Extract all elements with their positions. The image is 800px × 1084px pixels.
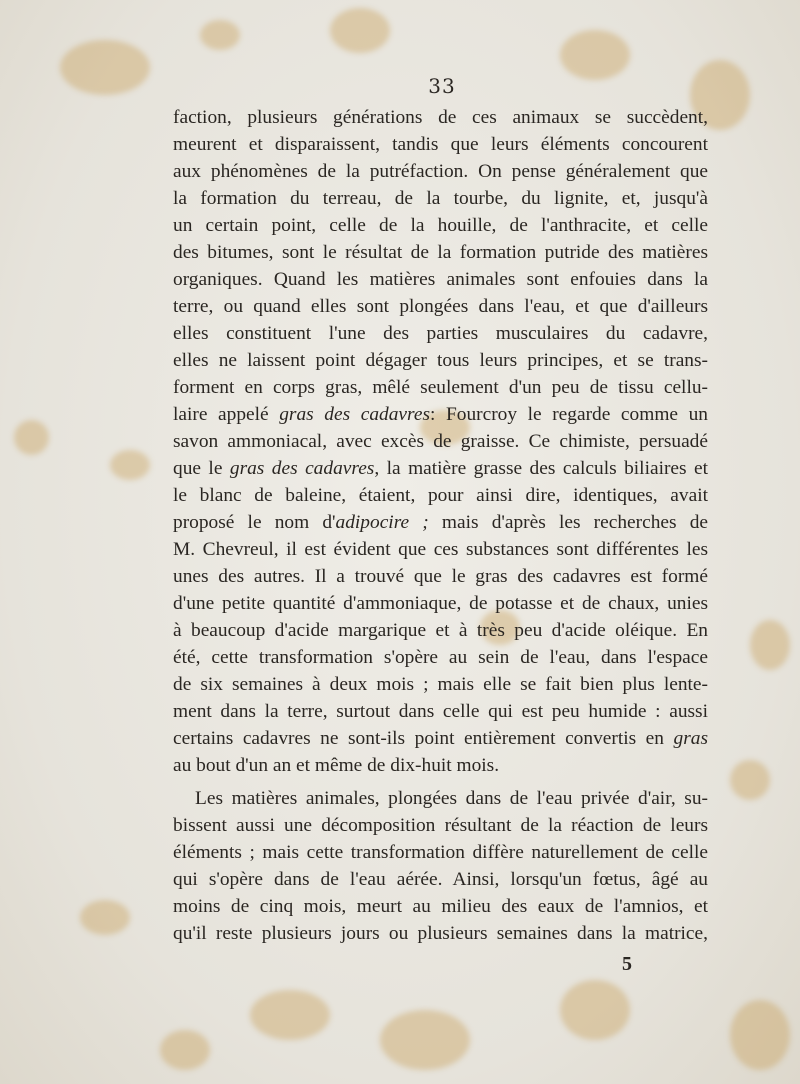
stain: [14, 420, 49, 455]
text-line: M. Chevreul, il est évident que ces substances sont différentes les: [173, 539, 708, 560]
text-line: [173, 725, 708, 752]
italic-term: gras: [673, 728, 708, 749]
text-line: elles ne laissent point dégager tous leurs principes, et se trans-: [173, 350, 708, 371]
text-line: un certain point, celle de la houille, de l'anthracite, et celle: [173, 215, 708, 236]
stain: [380, 1010, 470, 1070]
text-line: forment en corps gras, mêlé seulement d'un peu de tissu cellu-: [173, 377, 708, 398]
text-line: éléments ; mais cette transformation diffère naturellement de celle: [173, 842, 708, 863]
text-line: unes des autres. Il a trouvé que le gras des cadavres est formé: [173, 566, 708, 587]
stain: [730, 1000, 790, 1070]
text-line: organiques. Quand les matières animales sont enfouies dans la: [173, 269, 708, 290]
text-line: ment dans la terre, surtout dans celle qui est peu humide : aussi: [173, 701, 708, 722]
text-line: [173, 401, 708, 428]
text-line: la formation du terreau, de la tourbe, du lignite, et, jusqu'à: [173, 188, 708, 209]
text-line: savon ammoniacal, avec excès de graisse. Ce chimiste, persuadé: [173, 431, 708, 452]
text-line: à beaucoup d'acide margarique et à très peu d'acide oléique. En: [173, 620, 708, 641]
stain: [330, 8, 390, 53]
text-line: été, cette transformation s'opère au sein de l'eau, dans l'espace: [173, 647, 708, 668]
text-line: de six semaines à deux mois ; mais elle se fait bien plus lente-: [173, 674, 708, 695]
page-number: 33: [428, 74, 456, 98]
text-line: aux phénomènes de la putréfaction. On pense généralement que: [173, 161, 708, 182]
text-line: [173, 455, 708, 482]
stain: [200, 20, 240, 50]
text-line: moins de cinq mois, meurt au milieu des eaux de l'amnios, et: [173, 896, 708, 917]
text-line: elles constituent l'une des parties musculaires du cadavre,: [173, 323, 708, 344]
stain: [730, 760, 770, 800]
text-line: Les matières animales, plongées dans de l'eau privée d'air, su-: [195, 788, 708, 809]
text-segment: mais d'après les recherches de: [428, 512, 708, 533]
text-segment: proposé le nom d': [173, 512, 336, 533]
text-segment: certains cadavres ne sont-ils point entièrement convertis en: [173, 728, 674, 749]
italic-term: adipocire ;: [335, 512, 429, 533]
italic-term: gras des cadavres: [279, 404, 430, 425]
italic-term: gras des cadavres: [229, 458, 375, 479]
body-text: [173, 104, 708, 947]
stain: [560, 30, 630, 80]
text-segment: , la matière grasse des calculs biliaires et: [374, 458, 708, 479]
stain: [160, 1030, 210, 1070]
text-line: d'une petite quantité d'ammoniaque, de potasse et de chaux, unies: [173, 593, 708, 614]
text-line: [173, 509, 708, 536]
text-line: qui s'opère dans de l'eau aérée. Ainsi, lorsqu'un fœtus, âgé au: [173, 869, 708, 890]
text-line: bissent aussi une décomposition résultant de la réaction de leurs: [173, 815, 708, 836]
text-segment: : Fourcroy le regarde comme un: [430, 404, 708, 425]
text-line: faction, plusieurs générations de ces animaux se succèdent,: [173, 107, 708, 128]
stain: [560, 980, 630, 1040]
stain: [110, 450, 150, 480]
text-line: des bitumes, sont le résultat de la formation putride des matières: [173, 242, 708, 263]
text-line: qu'il reste plusieurs jours ou plusieurs semaines dans la matrice,: [173, 923, 708, 944]
text-line: au bout d'un an et même de dix-huit mois.: [173, 755, 500, 776]
text-line: terre, ou quand elles sont plongées dans l'eau, et que d'ailleurs: [173, 296, 708, 317]
text-segment: laire appelé: [173, 404, 280, 425]
stain: [80, 900, 130, 935]
text-line: meurent et disparaissent, tandis que leurs éléments concourent: [173, 134, 708, 155]
stain: [250, 990, 330, 1040]
signature-mark: 5: [622, 953, 632, 975]
text-line: le blanc de baleine, étaient, pour ainsi dire, identiques, avait: [173, 485, 708, 506]
text-segment: que le: [173, 458, 230, 479]
stain: [750, 620, 790, 670]
